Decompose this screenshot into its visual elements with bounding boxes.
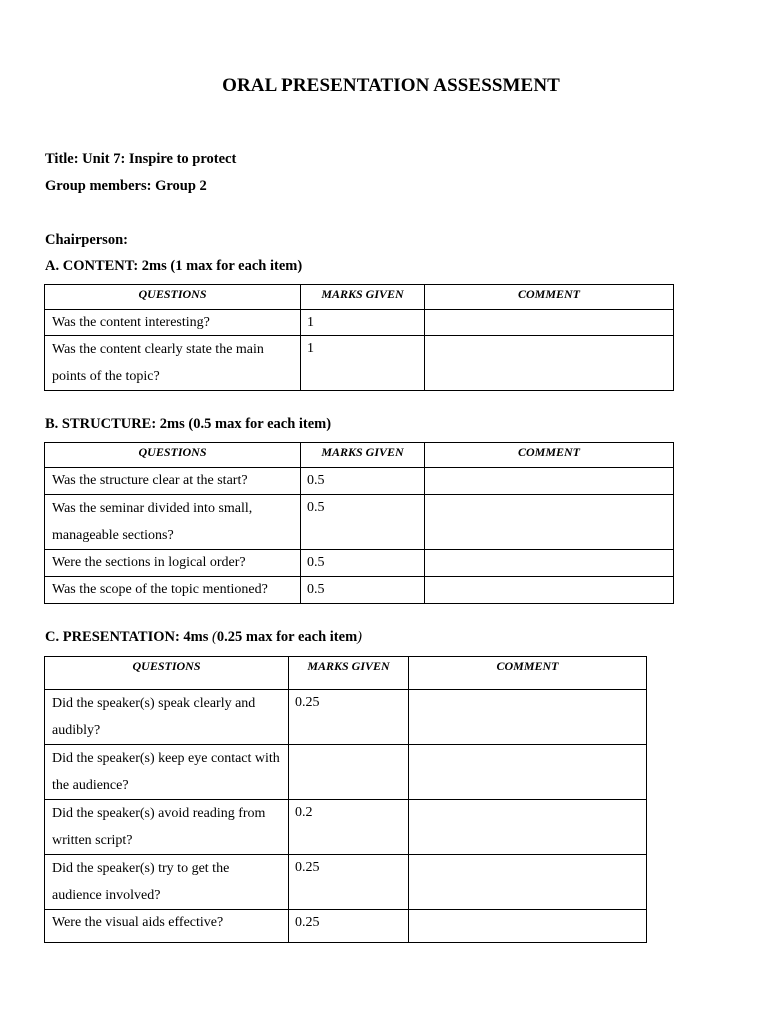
comment-cell[interactable] (425, 468, 674, 495)
comment-cell[interactable] (409, 745, 647, 800)
mark-cell[interactable]: 0.2 (289, 800, 409, 855)
table-row (45, 336, 674, 391)
mark-cell[interactable]: 0.25 (289, 690, 409, 745)
table-row (45, 855, 647, 910)
table-header-row (45, 443, 674, 468)
question-cell: Did the speaker(s) speak clearly and audibly? (45, 690, 289, 745)
marks-header: MARKS GIVEN (301, 285, 425, 310)
presentation-title: Title: Unit 7: Inspire to protect (45, 151, 237, 167)
mark-cell[interactable]: 0.5 (301, 468, 425, 495)
question-cell: Did the speaker(s) avoid reading from written script? (45, 800, 289, 855)
table-row (45, 468, 674, 495)
section-c-heading-mid: 0.25 max for each item (216, 629, 358, 645)
chairperson-label: Chairperson: (45, 232, 128, 248)
mark-cell[interactable]: 0.5 (301, 495, 425, 550)
comment-cell[interactable] (409, 910, 647, 943)
table-row (45, 495, 674, 550)
question-cell: Was the scope of the topic mentioned? (45, 577, 301, 604)
question-cell: Were the sections in logical order? (45, 550, 301, 577)
questions-header: QUESTIONS (45, 285, 301, 310)
section-c-heading-close: ) (357, 629, 362, 645)
mark-cell[interactable]: 0.25 (289, 855, 409, 910)
questions-header: QUESTIONS (45, 443, 301, 468)
section-c-heading-main: C. PRESENTATION: 4ms (45, 629, 209, 645)
table-row (45, 800, 647, 855)
question-cell: Did the speaker(s) keep eye contact with the audience? (45, 745, 289, 800)
mark-cell[interactable]: 0.5 (301, 550, 425, 577)
question-cell: Did the speaker(s) try to get the audience involved? (45, 855, 289, 910)
table-row (45, 910, 647, 943)
page-title: ORAL PRESENTATION ASSESSMENT (222, 75, 560, 96)
mark-cell[interactable]: 1 (301, 336, 425, 391)
questions-header: QUESTIONS (45, 657, 289, 690)
table-row (45, 745, 647, 800)
comment-cell[interactable] (409, 855, 647, 910)
comment-cell[interactable] (425, 495, 674, 550)
section-c-heading (45, 629, 362, 646)
section-c-heading-open: ( (212, 629, 217, 645)
mark-cell[interactable]: 1 (301, 310, 425, 336)
comment-cell[interactable] (409, 690, 647, 745)
mark-cell[interactable] (289, 745, 409, 800)
table-row (45, 310, 674, 336)
group-members: Group members: Group 2 (45, 178, 207, 194)
question-cell: Were the visual aids effective? (45, 910, 289, 943)
presentation-table (44, 656, 647, 943)
comment-header: COMMENT (425, 285, 674, 310)
table-header-row (45, 657, 647, 690)
section-b-heading: B. STRUCTURE: 2ms (0.5 max for each item) (45, 416, 332, 432)
question-cell: Was the content interesting? (45, 310, 301, 336)
table-row (45, 550, 674, 577)
question-cell: Was the structure clear at the start? (45, 468, 301, 495)
question-cell: Was the seminar divided into small, manageable sections? (45, 495, 301, 550)
table-header-row (45, 285, 674, 310)
question-cell: Was the content clearly state the main points of the topic? (45, 336, 301, 391)
mark-cell[interactable]: 0.5 (301, 577, 425, 604)
comment-cell[interactable] (425, 310, 674, 336)
comment-cell[interactable] (425, 336, 674, 391)
comment-cell[interactable] (425, 550, 674, 577)
mark-cell[interactable]: 0.25 (289, 910, 409, 943)
comment-header: COMMENT (409, 657, 647, 690)
structure-table (44, 442, 674, 604)
content-table (44, 284, 674, 391)
comment-cell[interactable] (409, 800, 647, 855)
table-row (45, 577, 674, 604)
section-a-heading: A. CONTENT: 2ms (1 max for each item) (45, 258, 303, 274)
comment-header: COMMENT (425, 443, 674, 468)
comment-cell[interactable] (425, 577, 674, 604)
marks-header: MARKS GIVEN (289, 657, 409, 690)
table-row (45, 690, 647, 745)
marks-header: MARKS GIVEN (301, 443, 425, 468)
